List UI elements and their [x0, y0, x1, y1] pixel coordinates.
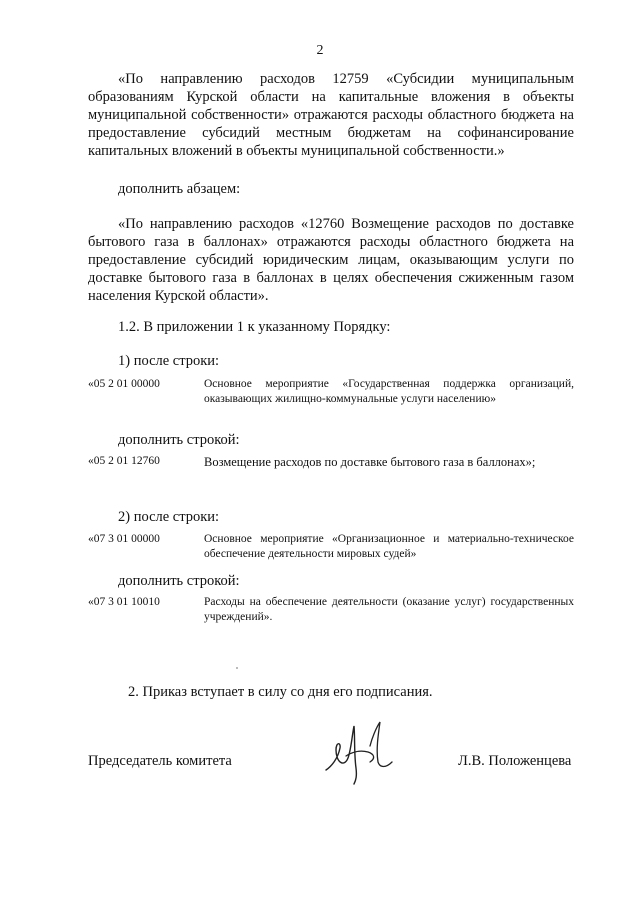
paragraph-12760: «По направлению расходов «12760 Возмещение расходов по доставке бытового газа в баллонах» отражаются расходы областного бюджета на предоставление субсидий юридическим лицам, оказывающим услуги по доставке бытового газа в баллонах в целях обеспечения сжиженным газом населения Курской области». — [88, 216, 574, 304]
table-row — [88, 377, 574, 422]
row-code: «05 2 01 12760 — [88, 455, 160, 467]
row-code: «07 3 01 10010 — [88, 596, 160, 608]
row-description: Расходы на обеспечение деятельности (оказание услуг) государственных учреждений». — [204, 596, 574, 623]
row-description: Основное мероприятие «Государственная поддержка организаций, оказывающих жилищно-коммунальные услуги населению» — [204, 378, 574, 405]
add-row-label-1: дополнить строкой: — [118, 432, 240, 448]
paragraph-12759: «По направлению расходов 12759 «Субсидии муниципальным образованиям Курской области на капитальные вложения в объекты муниципальной собственности» отражаются расходы областного бюджета на предоставление субсидий местным бюджетам на софинансирование капитальных вложений в объекты муниципальной собственности.» — [88, 71, 574, 159]
add-row-label-2: дополнить строкой: — [118, 573, 240, 589]
signature-image — [318, 718, 398, 788]
table-row — [88, 595, 574, 627]
table-row — [88, 532, 574, 564]
page-number: 2 — [316, 43, 324, 58]
signer-title: Председатель комитета — [88, 753, 232, 769]
row-code: «07 3 01 00000 — [88, 533, 160, 545]
item-1-2: 1.2. В приложении 1 к указанному Порядку: — [118, 319, 391, 335]
item-2: 2. Приказ вступает в силу со дня его подписания. — [128, 684, 433, 700]
scan-speck — [236, 667, 238, 669]
after-row-label-1: 1) после строки: — [118, 353, 220, 369]
table-row — [88, 454, 574, 488]
signer-name: Л.В. Положенцева — [458, 753, 572, 769]
supplement-paragraph-label: дополнить абзацем: — [118, 181, 241, 197]
row-code: «05 2 01 00000 — [88, 378, 160, 390]
row-description: Основное мероприятие «Организационное и материально-техническое обеспечение деятельности мировых судей» — [204, 533, 574, 560]
after-row-label-2: 2) после строки: — [118, 509, 220, 525]
row-description: Возмещение расходов по доставке бытового газа в баллонах»; — [204, 455, 536, 469]
